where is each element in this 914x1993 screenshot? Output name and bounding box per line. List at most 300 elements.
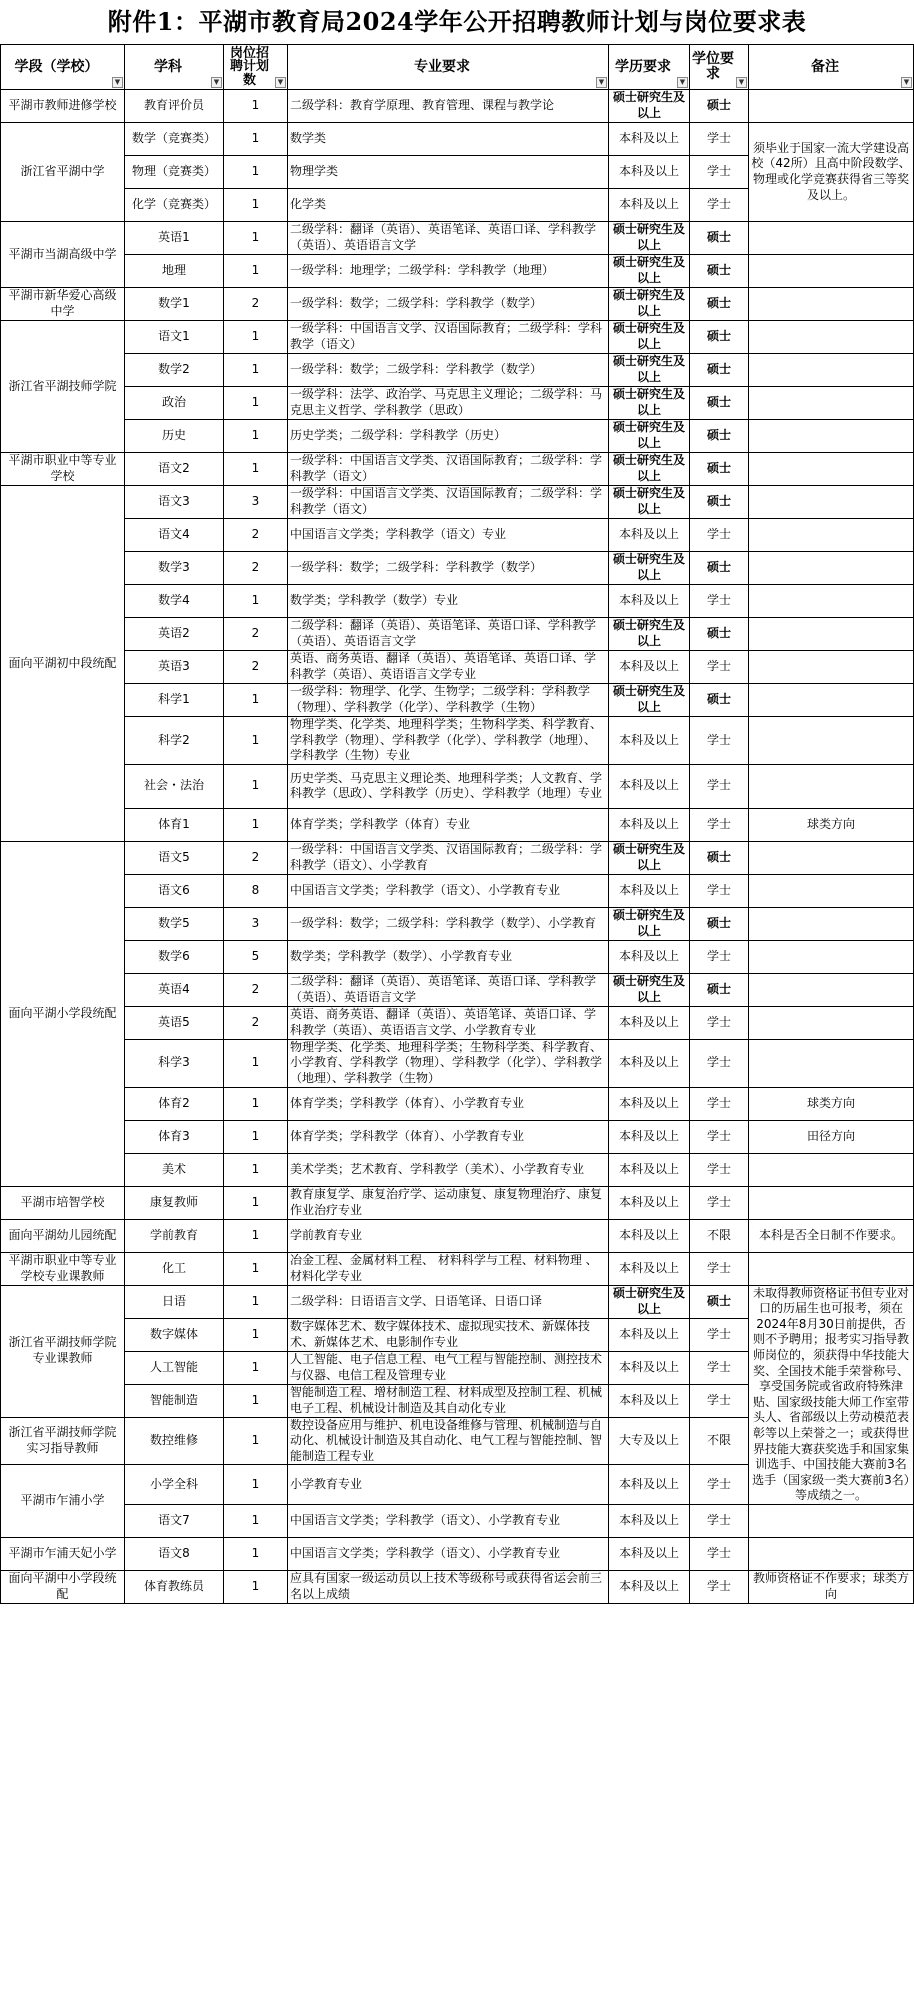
header-label: 学历要求	[615, 58, 671, 75]
degree-cell: 学士	[690, 940, 749, 973]
school-cell: 面向平湖幼儿园统配	[1, 1219, 125, 1252]
count-cell: 1	[224, 1570, 288, 1603]
count-cell: 1	[224, 1153, 288, 1186]
education-cell: 硕士研究生及以上	[609, 973, 690, 1006]
major-cell: 一级学科：中国语言文学、汉语国际教育；二级学科：学科教学（语文）	[288, 321, 609, 354]
count-cell: 1	[224, 764, 288, 808]
major-cell: 化学类	[288, 189, 609, 222]
major-cell: 一级学科：数学；二级学科：学科教学（数学）	[288, 288, 609, 321]
degree-cell: 硕士	[690, 453, 749, 486]
subject-cell: 日语	[125, 1285, 224, 1318]
count-cell: 1	[224, 189, 288, 222]
count-cell: 3	[224, 486, 288, 519]
subject-cell: 语文2	[125, 453, 224, 486]
count-cell: 1	[224, 1087, 288, 1120]
subject-cell: 小学全科	[125, 1465, 224, 1505]
table-row	[1, 486, 914, 519]
degree-cell: 学士	[690, 1504, 749, 1537]
subject-cell: 政治	[125, 387, 224, 420]
degree-cell: 学士	[690, 189, 749, 222]
major-cell: 一级学科：地理学；二级学科：学科教学（地理）	[288, 255, 609, 288]
education-cell: 本科及以上	[609, 1384, 690, 1417]
major-cell: 一级学科：数学；二级学科：学科教学（数学）	[288, 354, 609, 387]
school-cell: 浙江省平湖中学	[1, 123, 125, 222]
table-row	[1, 288, 914, 321]
count-cell: 1	[224, 1120, 288, 1153]
subject-cell: 数控维修	[125, 1417, 224, 1465]
count-cell: 1	[224, 156, 288, 189]
remarks-cell	[749, 717, 914, 765]
major-cell: 数学类；学科教学（数学）专业	[288, 585, 609, 618]
count-cell: 1	[224, 453, 288, 486]
header-label: 专业要求	[414, 58, 470, 75]
education-cell: 硕士研究生及以上	[609, 1285, 690, 1318]
count-cell: 2	[224, 519, 288, 552]
degree-cell: 硕士	[690, 420, 749, 453]
major-cell: 一级学科：物理学、化学、生物学；二级学科：学科教学（物理）、学科教学（化学）、学科教学（生物）	[288, 684, 609, 717]
table-row	[1, 1186, 914, 1219]
table-body	[1, 90, 914, 1604]
school-cell: 平湖市职业中等专业学校	[1, 453, 125, 486]
major-cell: 学前教育专业	[288, 1219, 609, 1252]
dropdown-arrow-icon[interactable]: ▼	[901, 77, 912, 88]
major-cell: 冶金工程、金属材料工程、 材料科学与工程、材料物理 、材料化学专业	[288, 1252, 609, 1285]
degree-cell: 硕士	[690, 841, 749, 874]
degree-cell: 学士	[690, 717, 749, 765]
major-cell: 英语、商务英语、翻译（英语）、英语笔译、英语口译、学科教学（英语）、英语语言文学专业	[288, 651, 609, 684]
subject-cell: 科学1	[125, 684, 224, 717]
degree-cell: 学士	[690, 519, 749, 552]
subject-cell: 英语5	[125, 1006, 224, 1039]
table-row	[1, 684, 914, 717]
subject-cell: 体育教练员	[125, 1570, 224, 1603]
table-row	[1, 1087, 914, 1120]
table-row	[1, 453, 914, 486]
count-cell: 1	[224, 1186, 288, 1219]
count-cell: 1	[224, 1465, 288, 1505]
count-cell: 1	[224, 1039, 288, 1087]
remarks-cell	[749, 387, 914, 420]
major-cell: 一级学科：中国语言文学类、汉语国际教育；二级学科：学科教学（语文）、小学教育	[288, 841, 609, 874]
count-cell: 1	[224, 585, 288, 618]
header-label: 备注	[811, 58, 839, 75]
table-row	[1, 90, 914, 123]
header-degree	[690, 45, 749, 90]
school-cell: 平湖市乍浦小学	[1, 1465, 125, 1538]
count-cell: 8	[224, 874, 288, 907]
degree-cell: 硕士	[690, 354, 749, 387]
remarks-cell: 田径方向	[749, 1120, 914, 1153]
table-row	[1, 552, 914, 585]
subject-cell: 英语4	[125, 973, 224, 1006]
subject-cell: 智能制造	[125, 1384, 224, 1417]
degree-cell: 学士	[690, 1351, 749, 1384]
subject-cell: 语文8	[125, 1537, 224, 1570]
major-cell: 中国语言文学类；学科教学（语文）、小学教育专业	[288, 1504, 609, 1537]
degree-cell: 不限	[690, 1219, 749, 1252]
remarks-cell: 球类方向	[749, 1087, 914, 1120]
degree-cell: 硕士	[690, 255, 749, 288]
degree-cell: 硕士	[690, 907, 749, 940]
major-cell: 历史学类、马克思主义理论类、地理科学类；人文教育、学科教学（思政）、学科教学（历史）、学科教学（地理）专业	[288, 764, 609, 808]
table-row	[1, 321, 914, 354]
subject-cell: 英语2	[125, 618, 224, 651]
major-cell: 二级学科：教育学原理、教育管理、课程与教学论	[288, 90, 609, 123]
remarks-cell	[749, 90, 914, 123]
degree-cell: 学士	[690, 1465, 749, 1505]
major-cell: 智能制造工程、增材制造工程、材料成型及控制工程、机械电子工程、机械设计制造及其自动化专业	[288, 1384, 609, 1417]
degree-cell: 硕士	[690, 973, 749, 1006]
major-cell: 二级学科：日语语言文学、日语笔译、日语口译	[288, 1285, 609, 1318]
remarks-cell	[749, 973, 914, 1006]
major-cell: 中国语言文学类；学科教学（语文）专业	[288, 519, 609, 552]
subject-cell: 体育3	[125, 1120, 224, 1153]
major-cell: 体育学类；学科教学（体育）、小学教育专业	[288, 1120, 609, 1153]
remarks-cell	[749, 684, 914, 717]
education-cell: 本科及以上	[609, 1186, 690, 1219]
major-cell: 二级学科：翻译（英语）、英语笔译、英语口译、学科教学（英语）、英语语言文学	[288, 973, 609, 1006]
school-cell: 平湖市乍浦天妃小学	[1, 1537, 125, 1570]
remarks-cell	[749, 1186, 914, 1219]
count-cell: 1	[224, 808, 288, 841]
major-cell: 中国语言文学类；学科教学（语文）、小学教育专业	[288, 874, 609, 907]
remarks-cell	[749, 321, 914, 354]
education-cell: 硕士研究生及以上	[609, 552, 690, 585]
count-cell: 1	[224, 1318, 288, 1351]
education-cell: 硕士研究生及以上	[609, 321, 690, 354]
degree-cell: 学士	[690, 808, 749, 841]
education-cell: 本科及以上	[609, 585, 690, 618]
count-cell: 1	[224, 123, 288, 156]
remarks-cell	[749, 940, 914, 973]
education-cell: 本科及以上	[609, 519, 690, 552]
count-cell: 2	[224, 1006, 288, 1039]
major-cell: 数控设备应用与维护、机电设备维修与管理、机械制造与自动化、机械设计制造及其自动化、电气工程与智能控制、智能制造工程专业	[288, 1417, 609, 1465]
table-row	[1, 907, 914, 940]
table-row	[1, 940, 914, 973]
remarks-cell	[749, 420, 914, 453]
major-cell: 历史学类；二级学科：学科教学（历史）	[288, 420, 609, 453]
education-cell: 本科及以上	[609, 808, 690, 841]
count-cell: 2	[224, 552, 288, 585]
dropdown-arrow-icon[interactable]: ▼	[677, 77, 688, 88]
major-cell: 一级学科：中国语言文学类、汉语国际教育；二级学科：学科教学（语文）	[288, 486, 609, 519]
count-cell: 2	[224, 841, 288, 874]
count-cell: 1	[224, 1537, 288, 1570]
remarks-cell	[749, 1252, 914, 1285]
major-cell: 美术学类；艺术教育、学科教学（美术）、小学教育专业	[288, 1153, 609, 1186]
subject-cell: 语文5	[125, 841, 224, 874]
degree-cell: 学士	[690, 156, 749, 189]
education-cell: 硕士研究生及以上	[609, 684, 690, 717]
subject-cell: 数学3	[125, 552, 224, 585]
major-cell: 人工智能、电子信息工程、电气工程与智能控制、测控技术与仪器、电信工程及管理专业	[288, 1351, 609, 1384]
remarks-cell: 本科是否全日制不作要求。	[749, 1219, 914, 1252]
major-cell: 一级学科：法学、政治学、马克思主义理论；二级学科：马克思主义哲学、学科教学（思政）	[288, 387, 609, 420]
count-cell: 1	[224, 1504, 288, 1537]
table-row	[1, 1153, 914, 1186]
degree-cell: 学士	[690, 1039, 749, 1087]
count-cell: 3	[224, 907, 288, 940]
remarks-cell: 球类方向	[749, 808, 914, 841]
table-row	[1, 1039, 914, 1087]
degree-cell: 硕士	[690, 387, 749, 420]
school-cell: 平湖市职业中等专业学校专业课教师	[1, 1252, 125, 1285]
dropdown-arrow-icon[interactable]: ▼	[275, 77, 286, 88]
degree-cell: 学士	[690, 1120, 749, 1153]
remarks-cell	[749, 1504, 914, 1537]
count-cell: 2	[224, 618, 288, 651]
major-cell: 二级学科：翻译（英语）、英语笔译、英语口译、学科教学（英语）、英语语言文学	[288, 222, 609, 255]
table-row	[1, 1252, 914, 1285]
header-label: 学位要求	[692, 51, 734, 82]
subject-cell: 数学5	[125, 907, 224, 940]
education-cell: 本科及以上	[609, 1006, 690, 1039]
subject-cell: 数学1	[125, 288, 224, 321]
table-row	[1, 123, 914, 156]
remarks-cell	[749, 585, 914, 618]
education-cell: 本科及以上	[609, 1219, 690, 1252]
remarks-cell	[749, 651, 914, 684]
degree-cell: 硕士	[690, 1285, 749, 1318]
subject-cell: 化学（竞赛类）	[125, 189, 224, 222]
count-cell: 1	[224, 1252, 288, 1285]
remarks-cell	[749, 1537, 914, 1570]
remarks-cell	[749, 907, 914, 940]
table-row	[1, 841, 914, 874]
table-row	[1, 255, 914, 288]
header-education	[609, 45, 690, 90]
education-cell: 硕士研究生及以上	[609, 453, 690, 486]
subject-cell: 语文4	[125, 519, 224, 552]
school-cell: 浙江省平湖技师学院专业课教师	[1, 1285, 125, 1417]
remarks-cell	[749, 222, 914, 255]
major-cell: 物理学类	[288, 156, 609, 189]
count-cell: 1	[224, 255, 288, 288]
education-cell: 本科及以上	[609, 1087, 690, 1120]
remarks-cell	[749, 519, 914, 552]
subject-cell: 社会・法治	[125, 764, 224, 808]
subject-cell: 语文3	[125, 486, 224, 519]
degree-cell: 学士	[690, 123, 749, 156]
remarks-cell	[749, 453, 914, 486]
remarks-cell	[749, 841, 914, 874]
degree-cell: 学士	[690, 1384, 749, 1417]
education-cell: 硕士研究生及以上	[609, 841, 690, 874]
education-cell: 本科及以上	[609, 189, 690, 222]
header-remarks	[749, 45, 914, 90]
count-cell: 1	[224, 354, 288, 387]
degree-cell: 学士	[690, 1570, 749, 1603]
education-cell: 本科及以上	[609, 1351, 690, 1384]
school-cell: 平湖市当湖高级中学	[1, 222, 125, 288]
remarks-cell	[749, 255, 914, 288]
degree-cell: 硕士	[690, 222, 749, 255]
table-row	[1, 874, 914, 907]
subject-cell: 学前教育	[125, 1219, 224, 1252]
subject-cell: 历史	[125, 420, 224, 453]
table-row	[1, 717, 914, 765]
remarks-cell	[749, 764, 914, 808]
header-count	[224, 45, 288, 90]
table-row	[1, 1504, 914, 1537]
education-cell: 本科及以上	[609, 1252, 690, 1285]
major-cell: 英语、商务英语、翻译（英语）、英语笔译、英语口译、学科教学（英语）、英语语言文学、小学教育专业	[288, 1006, 609, 1039]
school-cell: 浙江省平湖技师学院	[1, 321, 125, 453]
degree-cell: 学士	[690, 764, 749, 808]
education-cell: 本科及以上	[609, 651, 690, 684]
count-cell: 1	[224, 222, 288, 255]
degree-cell: 硕士	[690, 618, 749, 651]
subject-cell: 数学6	[125, 940, 224, 973]
table-row	[1, 519, 914, 552]
major-cell: 二级学科：翻译（英语）、英语笔译、英语口译、学科教学（英语）、英语语言文学	[288, 618, 609, 651]
subject-cell: 语文1	[125, 321, 224, 354]
degree-cell: 硕士	[690, 288, 749, 321]
table-row	[1, 387, 914, 420]
education-cell: 本科及以上	[609, 940, 690, 973]
school-cell: 面向平湖小学段统配	[1, 841, 125, 1186]
count-cell: 1	[224, 1384, 288, 1417]
count-cell: 2	[224, 651, 288, 684]
remarks-cell: 教师资格证不作要求；球类方向	[749, 1570, 914, 1603]
table-row	[1, 1537, 914, 1570]
degree-cell: 学士	[690, 585, 749, 618]
education-cell: 本科及以上	[609, 123, 690, 156]
education-cell: 本科及以上	[609, 1039, 690, 1087]
education-cell: 本科及以上	[609, 1318, 690, 1351]
education-cell: 本科及以上	[609, 1570, 690, 1603]
table-row	[1, 1570, 914, 1603]
subject-cell: 教育评价员	[125, 90, 224, 123]
count-cell: 1	[224, 90, 288, 123]
table-row	[1, 354, 914, 387]
major-cell: 数字媒体艺术、数字媒体技术、虚拟现实技术、新媒体技术、新媒体艺术、电影制作专业	[288, 1318, 609, 1351]
table-row	[1, 1219, 914, 1252]
major-cell: 数学类；学科教学（数学）、小学教育专业	[288, 940, 609, 973]
education-cell: 本科及以上	[609, 1537, 690, 1570]
major-cell: 应具有国家一级运动员以上技术等级称号或获得省运会前三名以上成绩	[288, 1570, 609, 1603]
education-cell: 本科及以上	[609, 1465, 690, 1505]
education-cell: 硕士研究生及以上	[609, 387, 690, 420]
degree-cell: 硕士	[690, 486, 749, 519]
degree-cell: 学士	[690, 1252, 749, 1285]
major-cell: 体育学类；学科教学（体育）专业	[288, 808, 609, 841]
header-subject	[125, 45, 224, 90]
major-cell: 一级学科：中国语言文学类、汉语国际教育；二级学科：学科教学（语文）	[288, 453, 609, 486]
major-cell: 物理学类、化学类、地理科学类；生物科学类、科学教育、学科教学（物理）、学科教学（化学）、学科教学（地理）、学科教学（生物）专业	[288, 717, 609, 765]
degree-cell: 学士	[690, 1318, 749, 1351]
education-cell: 本科及以上	[609, 1120, 690, 1153]
education-cell: 硕士研究生及以上	[609, 222, 690, 255]
subject-cell: 英语3	[125, 651, 224, 684]
remarks-cell	[749, 874, 914, 907]
school-cell: 平湖市培智学校	[1, 1186, 125, 1219]
education-cell: 硕士研究生及以上	[609, 255, 690, 288]
remarks-cell: 须毕业于国家一流大学建设高校（42所）且高中阶段数学、物理或化学竞赛获得省三等奖及以上。	[749, 123, 914, 222]
subject-cell: 数学4	[125, 585, 224, 618]
header-row	[1, 45, 914, 90]
degree-cell: 学士	[690, 1006, 749, 1039]
degree-cell: 学士	[690, 1186, 749, 1219]
table-row	[1, 808, 914, 841]
degree-cell: 学士	[690, 651, 749, 684]
table-row	[1, 585, 914, 618]
subject-cell: 数学2	[125, 354, 224, 387]
remarks-cell	[749, 552, 914, 585]
degree-cell: 硕士	[690, 552, 749, 585]
subject-cell: 数字媒体	[125, 1318, 224, 1351]
major-cell: 教育康复学、康复治疗学、运动康复、康复物理治疗、康复作业治疗专业	[288, 1186, 609, 1219]
subject-cell: 地理	[125, 255, 224, 288]
education-cell: 本科及以上	[609, 717, 690, 765]
table-row	[1, 1120, 914, 1153]
count-cell: 1	[224, 717, 288, 765]
remarks-cell	[749, 1006, 914, 1039]
dropdown-arrow-icon[interactable]: ▼	[596, 77, 607, 88]
school-cell: 面向平湖中小学段统配	[1, 1570, 125, 1603]
education-cell: 本科及以上	[609, 1504, 690, 1537]
subject-cell: 科学2	[125, 717, 224, 765]
school-cell: 面向平湖初中段统配	[1, 486, 125, 842]
major-cell: 小学教育专业	[288, 1465, 609, 1505]
education-cell: 本科及以上	[609, 156, 690, 189]
dropdown-arrow-icon[interactable]: ▼	[211, 77, 222, 88]
count-cell: 5	[224, 940, 288, 973]
count-cell: 1	[224, 1351, 288, 1384]
table-row	[1, 1285, 914, 1318]
education-cell: 本科及以上	[609, 1153, 690, 1186]
count-cell: 1	[224, 1285, 288, 1318]
school-cell: 平湖市新华爱心高级中学	[1, 288, 125, 321]
page-title: 附件1：平湖市教育局2024学年公开招聘教师计划与岗位要求表	[107, 7, 807, 36]
major-cell: 中国语言文学类；学科教学（语文）、小学教育专业	[288, 1537, 609, 1570]
subject-cell: 科学3	[125, 1039, 224, 1087]
count-cell: 1	[224, 420, 288, 453]
count-cell: 2	[224, 973, 288, 1006]
dropdown-arrow-icon[interactable]: ▼	[736, 77, 747, 88]
header-label: 学科	[154, 58, 182, 75]
education-cell: 硕士研究生及以上	[609, 90, 690, 123]
table-row	[1, 973, 914, 1006]
education-cell: 大专及以上	[609, 1417, 690, 1465]
major-cell: 物理学类、化学类、地理科学类；生物科学类、科学教育、小学教育、学科教学（物理）、学科教学（化学）、学科教学（地理）、学科教学（生物）	[288, 1039, 609, 1087]
school-cell: 平湖市教师进修学校	[1, 90, 125, 123]
count-cell: 1	[224, 321, 288, 354]
table-row	[1, 651, 914, 684]
education-cell: 硕士研究生及以上	[609, 618, 690, 651]
degree-cell: 硕士	[690, 321, 749, 354]
table-row	[1, 764, 914, 808]
education-cell: 硕士研究生及以上	[609, 354, 690, 387]
education-cell: 本科及以上	[609, 874, 690, 907]
major-cell: 数学类	[288, 123, 609, 156]
remarks-cell	[749, 1153, 914, 1186]
subject-cell: 物理（竞赛类）	[125, 156, 224, 189]
subject-cell: 康复教师	[125, 1186, 224, 1219]
remarks-cell	[749, 618, 914, 651]
subject-cell: 语文7	[125, 1504, 224, 1537]
degree-cell: 硕士	[690, 684, 749, 717]
degree-cell: 硕士	[690, 90, 749, 123]
dropdown-arrow-icon[interactable]: ▼	[112, 77, 123, 88]
subject-cell: 体育2	[125, 1087, 224, 1120]
table-row	[1, 1006, 914, 1039]
subject-cell: 美术	[125, 1153, 224, 1186]
remarks-cell	[749, 354, 914, 387]
table-row	[1, 618, 914, 651]
header-label: 学段（学校）	[14, 58, 99, 75]
